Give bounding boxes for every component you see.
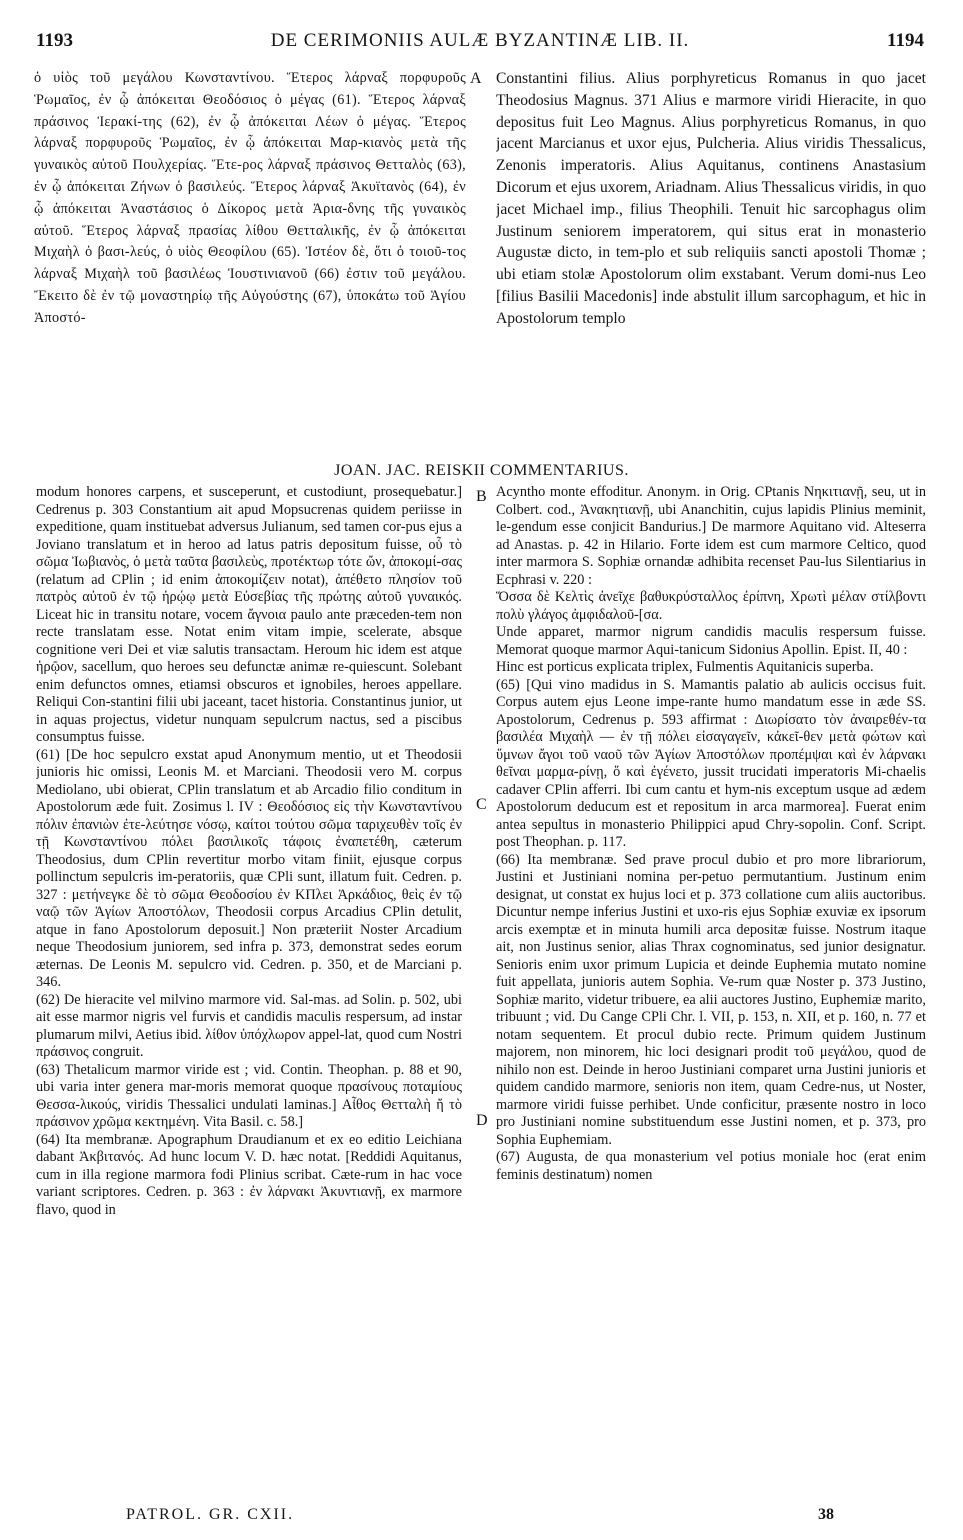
commentary-heading: JOAN. JAC. REISKII COMMENTARIUS.	[334, 462, 629, 479]
running-title: DE CERIMONIIS AULÆ BYZANTINÆ LIB. II.	[270, 30, 690, 51]
commentary-left-column: modum honores carpens, et susceperunt, et custodiunt, prosequebatur.] Cedrenus p. 303 Constantium ait apud Mopsucrenas quidem periisse in expeditione, quam instituebat adversus Julianum, sed tamen cor-pus ejus a Joviano translatum et in heroo ad latus patris depositum fuisse, οὗ τὸ σῶμα Ἰωβιανὸς, ὁ μετὰ ταῦτα βασιλεὺς, προτέκτωρ τότε ὤν, ἀποκομί-σας (relatum ad CPlin ; id enim ἀποκομίζειν notat), ἀπέθετο πλησίον τοῦ πατρὸς αὐτοῦ ἐν τῷ ἡρῴῳ μετὰ Εὐσεβίας τῆς πρώτης αὐτοῦ γυναικός. Liceat hic in transitu notare, vocem ἄγνοια paulo ante præceden-tem non recte translatam esse. Notat enim vitam impie, scelerate, absque cognitione veri Dei et viæ salutis transactam. Heroum hic idem est atque ἡρῷον, sacellum, quo heroes seu defunctæ animæ re-quiescunt. Solebant enim defunctos omnes, etiamsi obscuros et ignobiles, heroes appellare. Reliqui Con-stantini filii ubi jaceant, tacet historia. Constantinus junior, ut in aquas projectus, videtur nunquam sepulcrum nactus, sed a piscibus consumptus fuisse. (61) [De hoc sepulcro exstat apud Anonymum mentio, ut et Theodosii junioris hic omissi, Leonis M. et Marciani. Theodosii vero M. corpus Mediolano, ubi obierat, CPlin translatum et ab Arcadio filio conditum in Apostolorum æde fuit. Zosimus l. IV : Θεοδόσιος εἰς τὴν Κωνσταντίνου πόλιν ἐπανιὼν ἐτε-λεύτησε νόσῳ, καίτοι τούτου σῶμα ταριχευθὲν τοῖς ἐν τῇ Κωνσταντίνου πόλει βασιλικοῖς τάφοις ἐναπετέθη, cæterum Theodosius, dum CPlin revertitur morbo vitam finiit, ejusque corpus pollinctum sepulcris im-peratoriis, quæ CPli sunt, illatum fuit. Cedren. p. 327 : μετήνεγκε δὲ τὸ σῶμα Θεοδοσίου ἐν ΚΠλει Ἀρκάδιος, θεὶς ἐν τῷ ναῷ τῶν Ἁγίων Ἀποστόλων, Theodosii corpus Arcadius CPlin detulit, atque in fano Apostolorum deposuit.] Non præteriit Noster Arcadium neque Theodosium juniorem, sed infra p. 373, demonstrat sedes eorum æternas. De Leonis M. sepulcro vid. Cedren. p. 350, et de Marciani p. 346. (62) De hieracite vel milvino marmore vid. Sal-mas. ad Solin. p. 502, ubi ait esse marmor nigris vel furvis et candidis maculis respersum, ad instar plumarum milvi, Aetius ibid. λίθον ὑπόχλωρον appel-lat, quod cum Nostri πράσινος congruit. (63) Thetalicum marmor viride est ; vid. Contin. Theophan. p. 88 et 90, ubi varia inter genera mar-moris memorat quoque πρασίνους ποταμίους Θεσσα-λικούς, viridis Thessalici undulati laminas.] Αἶθος Θετταλὴ ἤ τὸ πράσινον χρῶμα κεκτημένη. Vita Basil. c. 58.] (64) Ita membranæ. Apographum Draudianum et ex eo editio Leichiana dabant Ἀκβιτανός. Ad hunc locum V. D. hæc notat. [Reddidi Aquitanus, cum in illa regione marmora fodi Plinius scribat. Cæte-rum in hac voce variant scriptores. Cedren. p. 363 : ἐν λάρνακι Ἀκυντιανῇ, ex marmore flavo, quod in	[36, 484, 462, 1218]
page-number-left: 1193	[36, 30, 73, 51]
latin-translation-column: Constantini filius. Alius porphyreticus Romanus in quo jacet Theodosius Magnus. 371 Alius e marmore viridi Hieracite, in quo depositus fuit Leo Magnus. Alius porphyreticus Romanus, in quo jacent Marcianus et uxor ejus, Pulcheria. Alius viridis Thessalicus, Zenonis imperatoris. Alius Aquitanus, continens Anastasium Dicorum et ejus uxorem, Ariadnam. Alius Thessalicus viridis, in quo jacet Michael imp., filius Theophili. Tenuit hic sarcophagus olim Justinum seniorem imperatorem, qui situs erat in monasterio Augustæ dicto, in tem-plo et sub reliquiis sancti apostoli Thomæ ; ubi etiam stolæ Apostolorum olim exstabant. Verum domi-nus Leo [filius Basilii Macedonis] inde abstulit illum sarcophagum, et hic in Apostolorum templo	[496, 70, 926, 327]
margin-marker-d: D	[476, 1112, 488, 1129]
margin-marker-a: A	[470, 70, 482, 87]
greek-text-column: ὁ υἱὸς τοῦ μεγάλου Κωνσταντίνου. Ἕτερος λάρναξ πορφυροῦς Ῥωμαῖος, ἐν ᾧ ἀπόκειται Θεοδόσιος ὁ μέγας (61). Ἕτερος λάρναξ πράσινος Ἱερακί-της (62), ἐν ᾧ ἀπόκειται Λέων ὁ μέγας. Ἕτερος λάρναξ πορφυροῦς Ῥωμαῖος, ἐν ᾧ ἀπόκειται Μαρ-κιανὸς μετὰ τῆς γυναικὸς αὐτοῦ Πουλχερίας. Ἕτε-ρος λάρναξ πράσινος Θετταλὸς (63), ἐν ᾧ ἀπόκειται Ζήνων ὁ βασιλεύς. Ἕτερος λάρναξ Ἀκυϊτανὸς (64), ἐν ᾧ ἀπόκειται Ἀναστάσιος ὁ Δίκορος μετὰ Ἀρια-δνης τῆς γυναικὸς αὐτοῦ. Ἕτερος λάρναξ πρασίας λίθου Θετταλικῆς, ἐν ᾧ ἀπόκειται Μιχαὴλ ὁ βασι-λεύς, ὁ υἱὸς Θεοφίλου (65). Ἰστέον δὲ, ὅτι ὁ τοιοῦ-τος λάρναξ Μιχαὴλ τοῦ βασιλέως Ἰουστινιανοῦ (66) ἐστιν τοῦ μεγάλου. Ἔκειτο δὲ ἐν τῷ μοναστηρίῳ τῆς Αὐγούστης (67), ὑποκάτω τοῦ Ἁγίου Ἀποστό-	[34, 70, 466, 326]
page-number-right: 1194	[887, 30, 924, 51]
commentary-right-column: Acyntho monte effoditur. Anonym. in Orig. CPtanis Νηκιτιανῇ, seu, ut in Colbert. cod., Ἀνακητιανῇ, ubi Ananchitin, cujus lapidis Plinius meminit, le-gendum esse conjicit Bandurius.] De marmore Aquitano vid. Alteserra ad Anastas. p. 42 in Hilario. Forte idem est cum marmore Celtico, quod inter marmora S. Sophiæ ornandæ adhibita recenset Pau-lus Silentiarius in Ecphrasi v. 220 : Ὅσσα δὲ Κελτὶς ἀνεῖχε βαθυκρύσταλλος ἐρίπνη, Χρωτὶ μέλαν στίλβοντι πολὺ γλάγος ἀμφιδαλοῦ-[σα. Unde apparet, marmor nigrum candidis maculis respersum fuisse. Memorat quoque marmor Aqui-tanicum Sidonius Apollin. Epist. II, 40 : Hinc est porticus explicata triplex, Fulmentis Aquitanicis superba. (65) [Qui vino madidus in S. Mamantis palatio ab aulicis occisus fuit. Corpus autem ejus Leone impe-rante humo mandatum esse in æde SS. Apostolorum, Cedrenus p. 593 affirmat : Διωρίσατο τὸν ἀναιρεθέν-τα βασιλέα Μιχαὴλ — ἐν τῇ πόλει εἰσαγαγεῖν, κἀκεῖ-θεν μετὰ φώτων καὶ ὕμνων ἄγοι τοῦ ναοῦ τῶν Ἁγίων Ἀποστόλων προπέμψαι καὶ ἐν λάρνακι θεῖναι μαρμα-ρίνῃ, ὅ καὶ ἐγένετο, jussit trucidati imperatoris Mi-chaelis cadaver CPlin afferri. Ibi cum cantu et hym-nis exceptum usque ad ædem Apostolorum deducum est et repositum in arca marmorea]. Fuerat enim antea sepultus in monasterio Philippici apud Chry-sopolin. Conf. Script. post Theophan. p. 117. (66) Ita membranæ. Sed prave procul dubio et pro more librariorum, Justini et Justiniani nomina per-petuo permutantium. Justinum enim designat, ut constat ex hujus loci et p. 373 collatione cum aliis auctoribus. Dicuntur nempe inferius Justini et uxo-ris ejus Sophiæ exuviæ ex ipsorum arcis exemptæ et in minuta humili arca depositæ fuisse. Nostrum itaque ait, non Justinus senior, alias Thrax cognominatus, sed junior designatur. Senioris enim uxor primum Lupicia et deinde Euphemia mutato nomine fuit appellata, junioris autem Sophia. Ve-rum quæ Noster p. 373 Justino, Sophiæ marito, videtur tribuere, ea alii auctores Justino, Euphemiæ marito, tribuunt ; vid. Du Cange CPli Chr. l. VII, p. 153, n. XII, et p. 160, n. 77 et notam sequentem. Et procul dubio recte. Primum quidem Justinum majorem, non minorem, hic loci designari prodit τοῦ μεγάλου, quod de nihilo non est. Deinde in heroo Justiniani comparet urna Justini junioris et quidem candido marmore, senioris non item, quam Cedre-nus, ut Noster, marmore viridi fuisse perhibet. Unde conficitur, præsente nostro in loco pro Justiniani nomine substituendum esse Justini nomen, et p. 373, pro Sophia Euphemiam. (67) Augusta, de qua monasterium vel potius moniale hoc (erat enim feminis destinatum) nomen	[496, 484, 926, 1183]
margin-marker-b: B	[476, 488, 487, 505]
margin-marker-c: C	[476, 796, 487, 813]
footer-sheet-number: 38	[818, 1506, 834, 1523]
footer-signature: PATROL. GR. CXII.	[126, 1506, 295, 1523]
page-header	[36, 30, 924, 60]
